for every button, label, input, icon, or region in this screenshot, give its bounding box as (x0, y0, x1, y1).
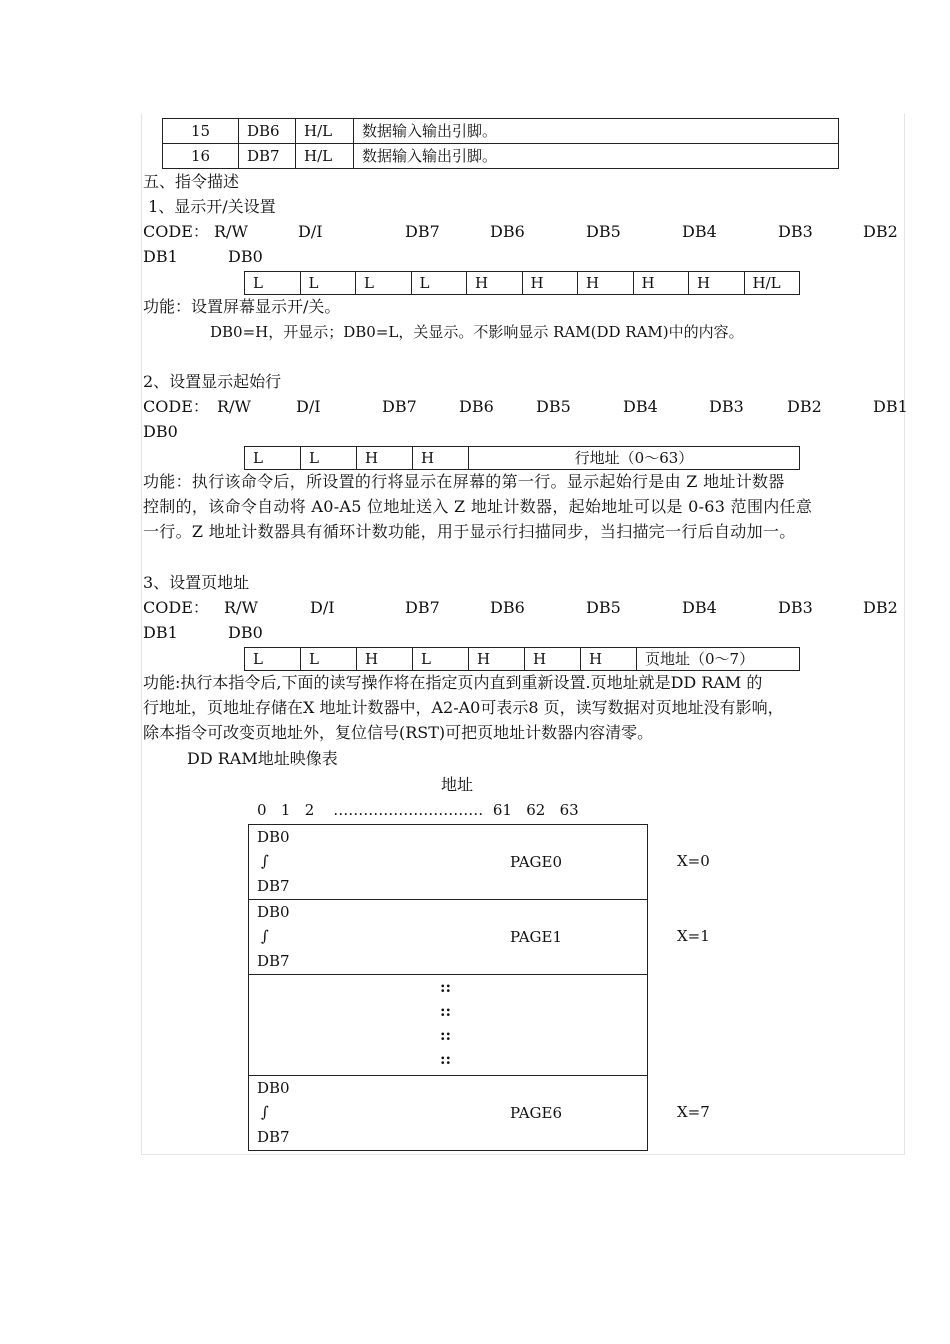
cmd2-function-line: 功能：执行该命令后，所设置的行将显示在屏幕的第一行。显示起始行是由 Z 地址计数器 (143, 472, 785, 491)
pin-name: DB6 (239, 119, 296, 144)
bit-cell: L (245, 447, 301, 470)
table-row (245, 272, 800, 295)
page-row-1 (249, 900, 647, 975)
cmd1-function-detail: DB0=H，开显示；DB0=L，关显示。不影响显示 RAM(DD RAM)中的内容。 (210, 323, 744, 341)
code-db0: DB0 (228, 623, 263, 642)
code-label: CODE： (143, 222, 209, 241)
code-db6: DB6 (459, 397, 494, 416)
page-row-6 (249, 1076, 647, 1151)
code-di: D/I (296, 397, 321, 416)
code-db4: DB4 (623, 397, 658, 416)
map-y-axis: 0 1 2 ………………………… 61 62 63 (257, 801, 579, 819)
code-db6: DB6 (490, 598, 525, 617)
ellipsis-row (249, 975, 647, 1076)
table-row (163, 144, 839, 169)
ellipsis-dots: :: (440, 1050, 452, 1068)
cmd2-function-line: 一行。Z 地址计数器具有循环计数功能，用于显示行扫描同步，当扫描完一行后自动加一。 (143, 522, 796, 541)
cmd1-function: 功能：设置屏幕显示开/关。 (143, 297, 341, 316)
db0-label: DB0 (257, 1079, 290, 1097)
pin-number: 15 (163, 119, 239, 144)
code-db5: DB5 (536, 397, 571, 416)
code-db5: DB5 (586, 222, 621, 241)
page-label: PAGE0 (510, 853, 563, 871)
code-db3: DB3 (778, 598, 813, 617)
pin-number: 16 (163, 144, 239, 169)
code-db5: DB5 (586, 598, 621, 617)
pin-table (162, 118, 839, 169)
map-title: DD RAM地址映像表 (187, 749, 338, 768)
bit-cell: L (300, 272, 356, 295)
ellipsis-dots: :: (440, 1002, 452, 1020)
bit-cell: L (301, 648, 357, 671)
code-db3: DB3 (778, 222, 813, 241)
code-rw: R/W (217, 397, 251, 416)
db0-label: DB0 (257, 828, 290, 846)
table-row (245, 447, 800, 470)
bit-cell: H (578, 272, 634, 295)
cmd3-bit-table (244, 647, 800, 671)
pin-level: H/L (296, 144, 354, 169)
code-db0: DB0 (143, 422, 178, 441)
bit-cell: H (413, 447, 469, 470)
code-di: D/I (298, 222, 323, 241)
range-symbol: ∫ (261, 852, 269, 870)
bit-cell: L (245, 648, 301, 671)
bit-cell: L (301, 447, 357, 470)
ellipsis-dots: :: (440, 978, 452, 996)
code-label: CODE： (143, 598, 209, 617)
bit-cell: L (356, 272, 412, 295)
db7-label: DB7 (257, 877, 290, 895)
bit-cell: L (245, 272, 301, 295)
row-address-cell: 行地址（0～63） (469, 447, 800, 470)
bit-cell: H/L (744, 272, 800, 295)
cmd1-title: 1、显示开/关设置 (143, 197, 276, 216)
code-db2: DB2 (787, 397, 822, 416)
bit-cell: H (357, 447, 413, 470)
code-db4: DB4 (682, 598, 717, 617)
x-label: X=7 (677, 1103, 710, 1121)
code-db2: DB2 (863, 598, 898, 617)
x-label: X=1 (677, 927, 710, 945)
code-label: CODE： (143, 397, 209, 416)
code-db3: DB3 (709, 397, 744, 416)
range-symbol: ∫ (261, 1103, 269, 1121)
bit-cell: H (522, 272, 578, 295)
page-label: PAGE1 (510, 928, 563, 946)
page-address-cell: 页地址（0～7） (637, 648, 800, 671)
x-label: X=0 (677, 852, 710, 870)
code-db6: DB6 (490, 222, 525, 241)
bit-cell: L (413, 648, 469, 671)
code-db0: DB0 (228, 247, 263, 266)
section-title: 五、指令描述 (143, 172, 240, 191)
bit-cell: L (411, 272, 467, 295)
db7-label: DB7 (257, 952, 290, 970)
ellipsis-dots: :: (440, 1026, 452, 1044)
code-db7: DB7 (382, 397, 417, 416)
code-rw: R/W (214, 222, 248, 241)
bit-cell: H (633, 272, 689, 295)
bit-cell: H (525, 648, 581, 671)
code-db1: DB1 (873, 397, 908, 416)
code-db1: DB1 (143, 623, 178, 642)
cmd3-function-line: 功能:执行本指令后,下面的读写操作将在指定页内直到重新设置.页地址就是DD RAM 的 (143, 673, 763, 692)
pin-desc: 数据输入输出引脚。 (354, 144, 839, 169)
cmd2-function-line: 控制的，该命令自动将 A0-A5 位地址送入 Z 地址计数器，起始地址可以是 0-63 范围内任意 (143, 497, 813, 516)
code-db4: DB4 (682, 222, 717, 241)
pin-name: DB7 (239, 144, 296, 169)
cmd2-title: 2、设置显示起始行 (143, 372, 282, 391)
pin-desc: 数据输入输出引脚。 (354, 119, 839, 144)
cmd1-bit-table (244, 271, 800, 295)
bit-cell: H (689, 272, 745, 295)
pin-level: H/L (296, 119, 354, 144)
db7-label: DB7 (257, 1128, 290, 1146)
bit-cell: H (467, 272, 523, 295)
page-label: PAGE6 (510, 1104, 563, 1122)
code-db1: DB1 (143, 247, 178, 266)
range-symbol: ∫ (261, 927, 269, 945)
code-db2: DB2 (863, 222, 898, 241)
cmd3-function-line: 除本指令可改变页地址外，复位信号(RST)可把页地址计数器内容清零。 (143, 723, 654, 742)
table-row (245, 648, 800, 671)
db0-label: DB0 (257, 903, 290, 921)
bit-cell: H (357, 648, 413, 671)
ddram-map (248, 824, 648, 1151)
code-rw: R/W (224, 598, 258, 617)
table-row (163, 119, 839, 144)
cmd2-bit-table (244, 446, 800, 470)
cmd3-function-line: 行地址，页地址存储在X 地址计数器中，A2-A0可表示8 页，读写数据对页地址没有影响， (143, 698, 784, 717)
map-y-label: 地址 (441, 775, 474, 794)
code-di: D/I (310, 598, 335, 617)
bit-cell: H (581, 648, 637, 671)
code-db7: DB7 (405, 598, 440, 617)
page-row-0 (249, 825, 647, 900)
code-db7: DB7 (405, 222, 440, 241)
bit-cell: H (469, 648, 525, 671)
cmd3-title: 3、设置页地址 (143, 573, 250, 592)
